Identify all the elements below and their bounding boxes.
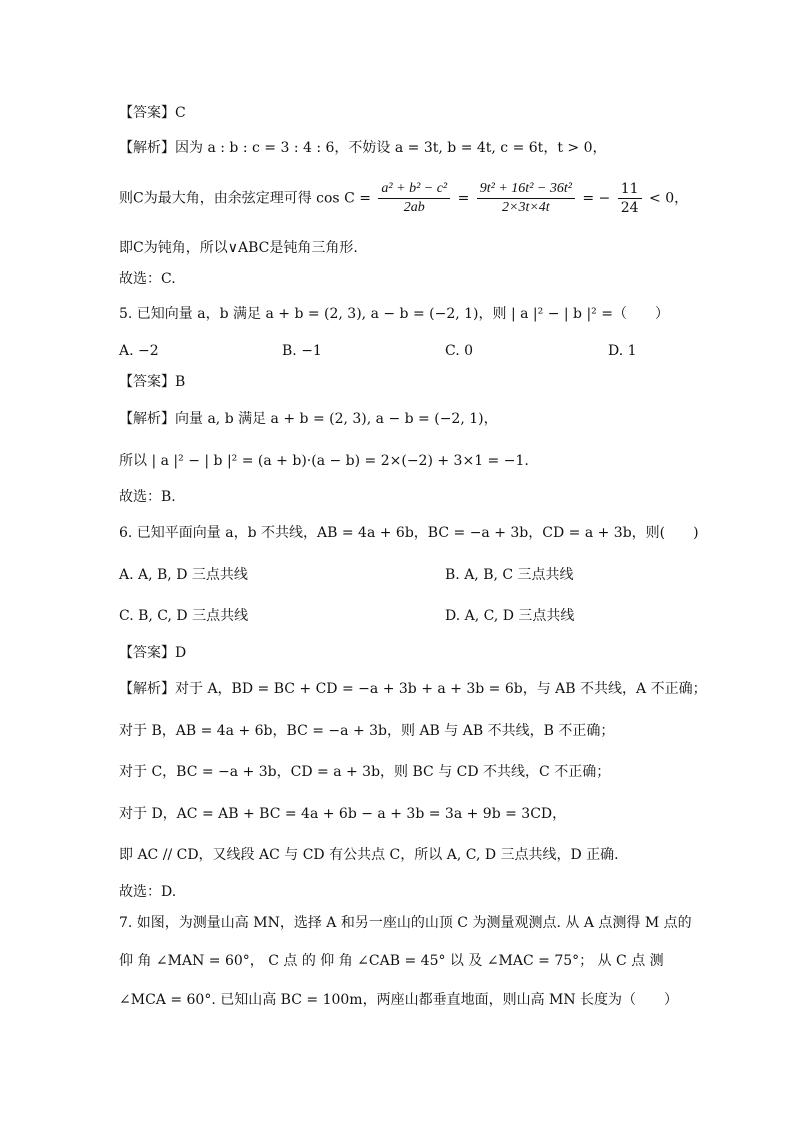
q5-option-a: A. −2 (119, 343, 159, 359)
q6-analysis-line3: 对于 C，BC = −a + 3b，CD = a + 3b，则 BC 与 CD 不共线，C 不正确； (119, 764, 611, 780)
q5-option-d: D. 1 (608, 343, 637, 359)
q4-answer: 【答案】C (119, 105, 186, 121)
q5-choice: 故选：B. (119, 489, 176, 505)
q4-fraction-3-denominator: 24 (620, 200, 639, 216)
q4-frac3-suffix: < 0， (649, 190, 689, 207)
q5-stem: 5. 已知向量 a，b 满足 a + b = (2, 3), a − b = (−2, 1)，则 | a |² − | b |² =（ ） (119, 306, 669, 322)
q7-stem-line2: 仰 角 ∠MAN = 60°， C 点 的 仰 角 ∠CAB = 45° 以 及 ∠MAC = 75°； 从 C 点 测 (119, 953, 664, 969)
q5-answer: 【答案】B (119, 374, 186, 390)
q4-frac3-prefix: = − (582, 190, 611, 207)
q6-choice: 故选：D. (119, 884, 177, 900)
q7-stem-line3: ∠MCA = 60°. 已知山高 BC = 100m，两座山都垂直地面，则山高 MN 长度为（ ） (119, 992, 679, 1008)
q6-analysis-line4: 对于 D，AC = AB + BC = 4a + 6b − a + 3b = 3a + 9b = 3CD， (119, 806, 567, 822)
q6-analysis-line5: 即 AC // CD，又线段 AC 与 CD 有公共点 C，所以 A, C, D 三点共线，D 正确. (119, 847, 619, 863)
q5-analysis-line2: 所以 | a |² − | b |² = (a + b)·(a − b) = 2×(−2) + 3×1 = −1. (119, 453, 529, 469)
q6-option-c: C. B, C, D 三点共线 (119, 608, 249, 624)
q6-stem: 6. 已知平面向量 a，b 不共线，AB = 4a + 6b，BC = −a + 3b，CD = a + 3b，则( ) (119, 525, 699, 541)
q5-option-c: C. 0 (445, 343, 474, 359)
q4-line2-prefix: 则C为最大角，由余弦定理可得 cos C = (119, 190, 371, 207)
q4-analysis-line1: 【解析】因为 a : b : c = 3 : 4 : 6，不妨设 a = 3t, b = 4t, c = 6t，t > 0， (119, 140, 607, 156)
q5-option-b: B. −1 (282, 343, 322, 359)
q4-fraction-2-denominator: 2×3t×4t (502, 200, 550, 215)
q6-option-d: D. A, C, D 三点共线 (445, 608, 575, 624)
q6-option-b: B. A, B, C 三点共线 (445, 567, 574, 583)
q6-analysis-line2: 对于 B，AB = 4a + 6b，BC = −a + 3b，则 AB 与 AB 不共线，B 不正确； (119, 723, 615, 739)
q6-option-a: A. A, B, D 三点共线 (119, 567, 248, 583)
q4-fraction-3 (618, 180, 642, 217)
q4-analysis-line3: 即C为钝角，所以∨ABC是钝角三角形. (119, 240, 358, 256)
q6-analysis-line1: 【解析】对于 A，BD = BC + CD = −a + 3b + a + 3b = 6b，与 AB 不共线，A 不正确； (119, 681, 707, 697)
q4-choice: 故选：C. (119, 271, 176, 287)
q5-analysis-line1: 【解析】向量 a, b 满足 a + b = (2, 3), a − b = (−2, 1)， (119, 411, 498, 427)
q4-fraction-1-numerator: a² + b² − c² (378, 180, 450, 199)
q6-answer: 【答案】D (119, 645, 187, 661)
q4-fraction-3-numerator: 11 (618, 180, 642, 199)
equals-sign: = (457, 190, 470, 207)
q4-fraction-1 (378, 180, 450, 217)
q4-analysis-line2 (119, 180, 688, 217)
q4-fraction-2 (477, 180, 575, 217)
q4-fraction-2-numerator: 9t² + 16t² − 36t² (477, 180, 575, 199)
q4-fraction-1-denominator: 2ab (403, 200, 425, 215)
q7-stem-line1: 7. 如图，为测量山高 MN，选择 A 和另一座山的山顶 C 为测量观测点. 从 A 点测得 M 点的 (119, 915, 692, 931)
